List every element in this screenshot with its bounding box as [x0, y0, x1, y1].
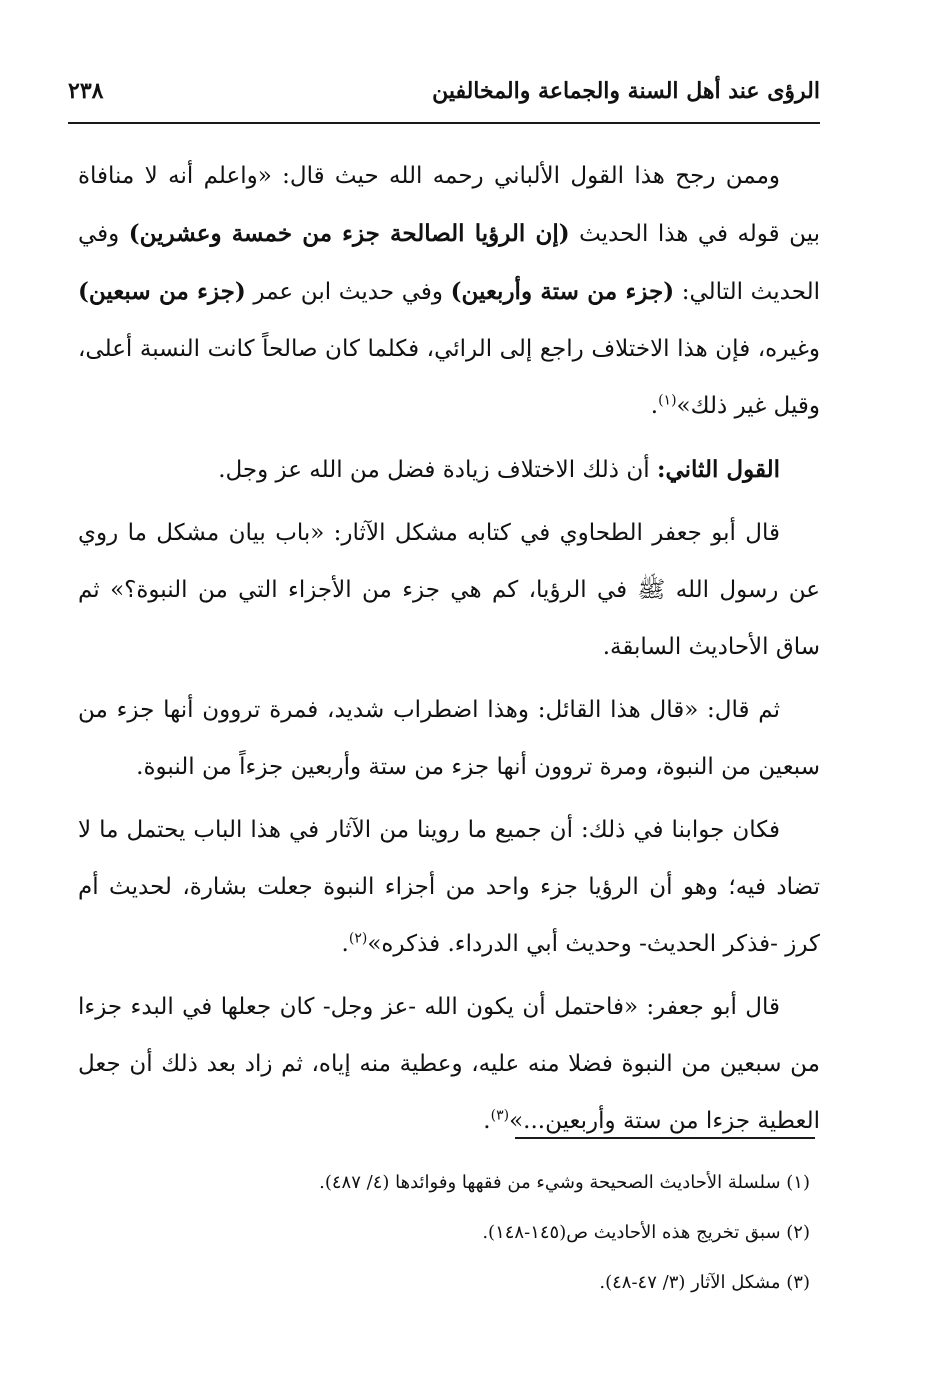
footnote-2: (٢) سبق تخريج هذه الأحاديث ص(١٤٥-١٤٨).	[482, 1222, 810, 1243]
footnote-ref: (٢)	[348, 930, 368, 947]
footnote-separator	[515, 1137, 815, 1139]
footnotes	[70, 1158, 810, 1308]
main-text	[78, 148, 820, 1156]
paragraph-end: .	[341, 931, 349, 957]
page-header	[68, 78, 820, 124]
paragraph-text: وممن رجح هذا القول الألباني رحمه الله حيث قال: «واعلم أنه لا منافاة بين قوله في هذا الحديث	[78, 163, 820, 247]
paragraph-text: وغيره، فإن هذا الاختلاف راجع إلى الرائي، فكلما كان صالحاً كانت النسبة أعلى، وقيل غير ذلك»	[78, 336, 820, 419]
paragraph-text: قال أبو جعفر الطحاوي في كتابه مشكل الآثار: «باب بيان مشكل ما روي عن رسول الله ﷺ في الرؤيا، كم هي جزء من الأجزاء التي من النبوة؟» ثم ساق الأحاديث السابقة.	[78, 520, 820, 660]
paragraph-text: ثم قال: «قال هذا القائل: وهذا اضطراب شديد، فمرة تروون أنها جزء من سبعين من النبوة، ومرة تروون أنها جزء من ستة وأربعين جزءاً من النبوة.	[78, 697, 820, 780]
page-number: ٢٣٨	[68, 78, 104, 104]
paragraph-end: .	[650, 393, 659, 419]
paragraph-text: فكان جوابنا في ذلك: أن جميع ما روينا من الآثار في هذا الباب يحتمل ما لا تضاد فيه؛ وهو أن الرؤيا جزء واحد من أجزاء النبوة جعلت بشارة، لحديث أم كرز -فذكر الحديث- وحديث أبي الدرداء. فذكره»	[78, 817, 820, 957]
bold-hadith-phrase: (إن الرؤيا الصالحة جزء من خمسة وعشرين)	[128, 220, 570, 247]
section-lead: القول الثاني:	[656, 456, 780, 483]
footnote-1: (١) سلسلة الأحاديث الصحيحة وشيء من فقهها وفوائدها (٤/ ٤٨٧).	[319, 1172, 810, 1193]
paragraph-text: أن ذلك الاختلاف زيادة فضل من الله عز وجل.	[218, 457, 657, 483]
paragraph-objection	[78, 682, 820, 796]
paragraph-second-opinion	[78, 441, 820, 499]
bold-hadith-phrase: (جزء من ستة وأربعين)	[450, 278, 675, 305]
paragraph-text: قال أبو جعفر: «فاحتمل أن يكون الله -عز وجل- كان جعلها في البدء جزءا من سبعين من النبوة فضلا منه عليه، وعطية منه إياه، ثم زاد بعد ذلك أن جعل العطية جزءا من ستة وأربعين...»	[78, 994, 820, 1134]
paragraph-albani-quote	[78, 148, 820, 435]
bold-hadith-phrase: (جزء من سبعين)	[78, 278, 246, 305]
paragraph-abu-jafar	[78, 979, 820, 1150]
footnote-ref: (٣)	[490, 1107, 510, 1124]
paragraph-end: .	[483, 1108, 491, 1134]
paragraph-tahawi	[78, 505, 820, 676]
running-title: الرؤى عند أهل السنة والجماعة والمخالفين	[432, 78, 820, 104]
footnote-3: (٣) مشكل الآثار (٣/ ٤٧-٤٨).	[599, 1272, 810, 1293]
paragraph-text: وفي الحديث التالي:	[78, 221, 820, 305]
paragraph-text: وفي حديث ابن عمر	[245, 279, 451, 305]
paragraph-answer	[78, 802, 820, 973]
footnote-ref: (١)	[658, 392, 677, 409]
